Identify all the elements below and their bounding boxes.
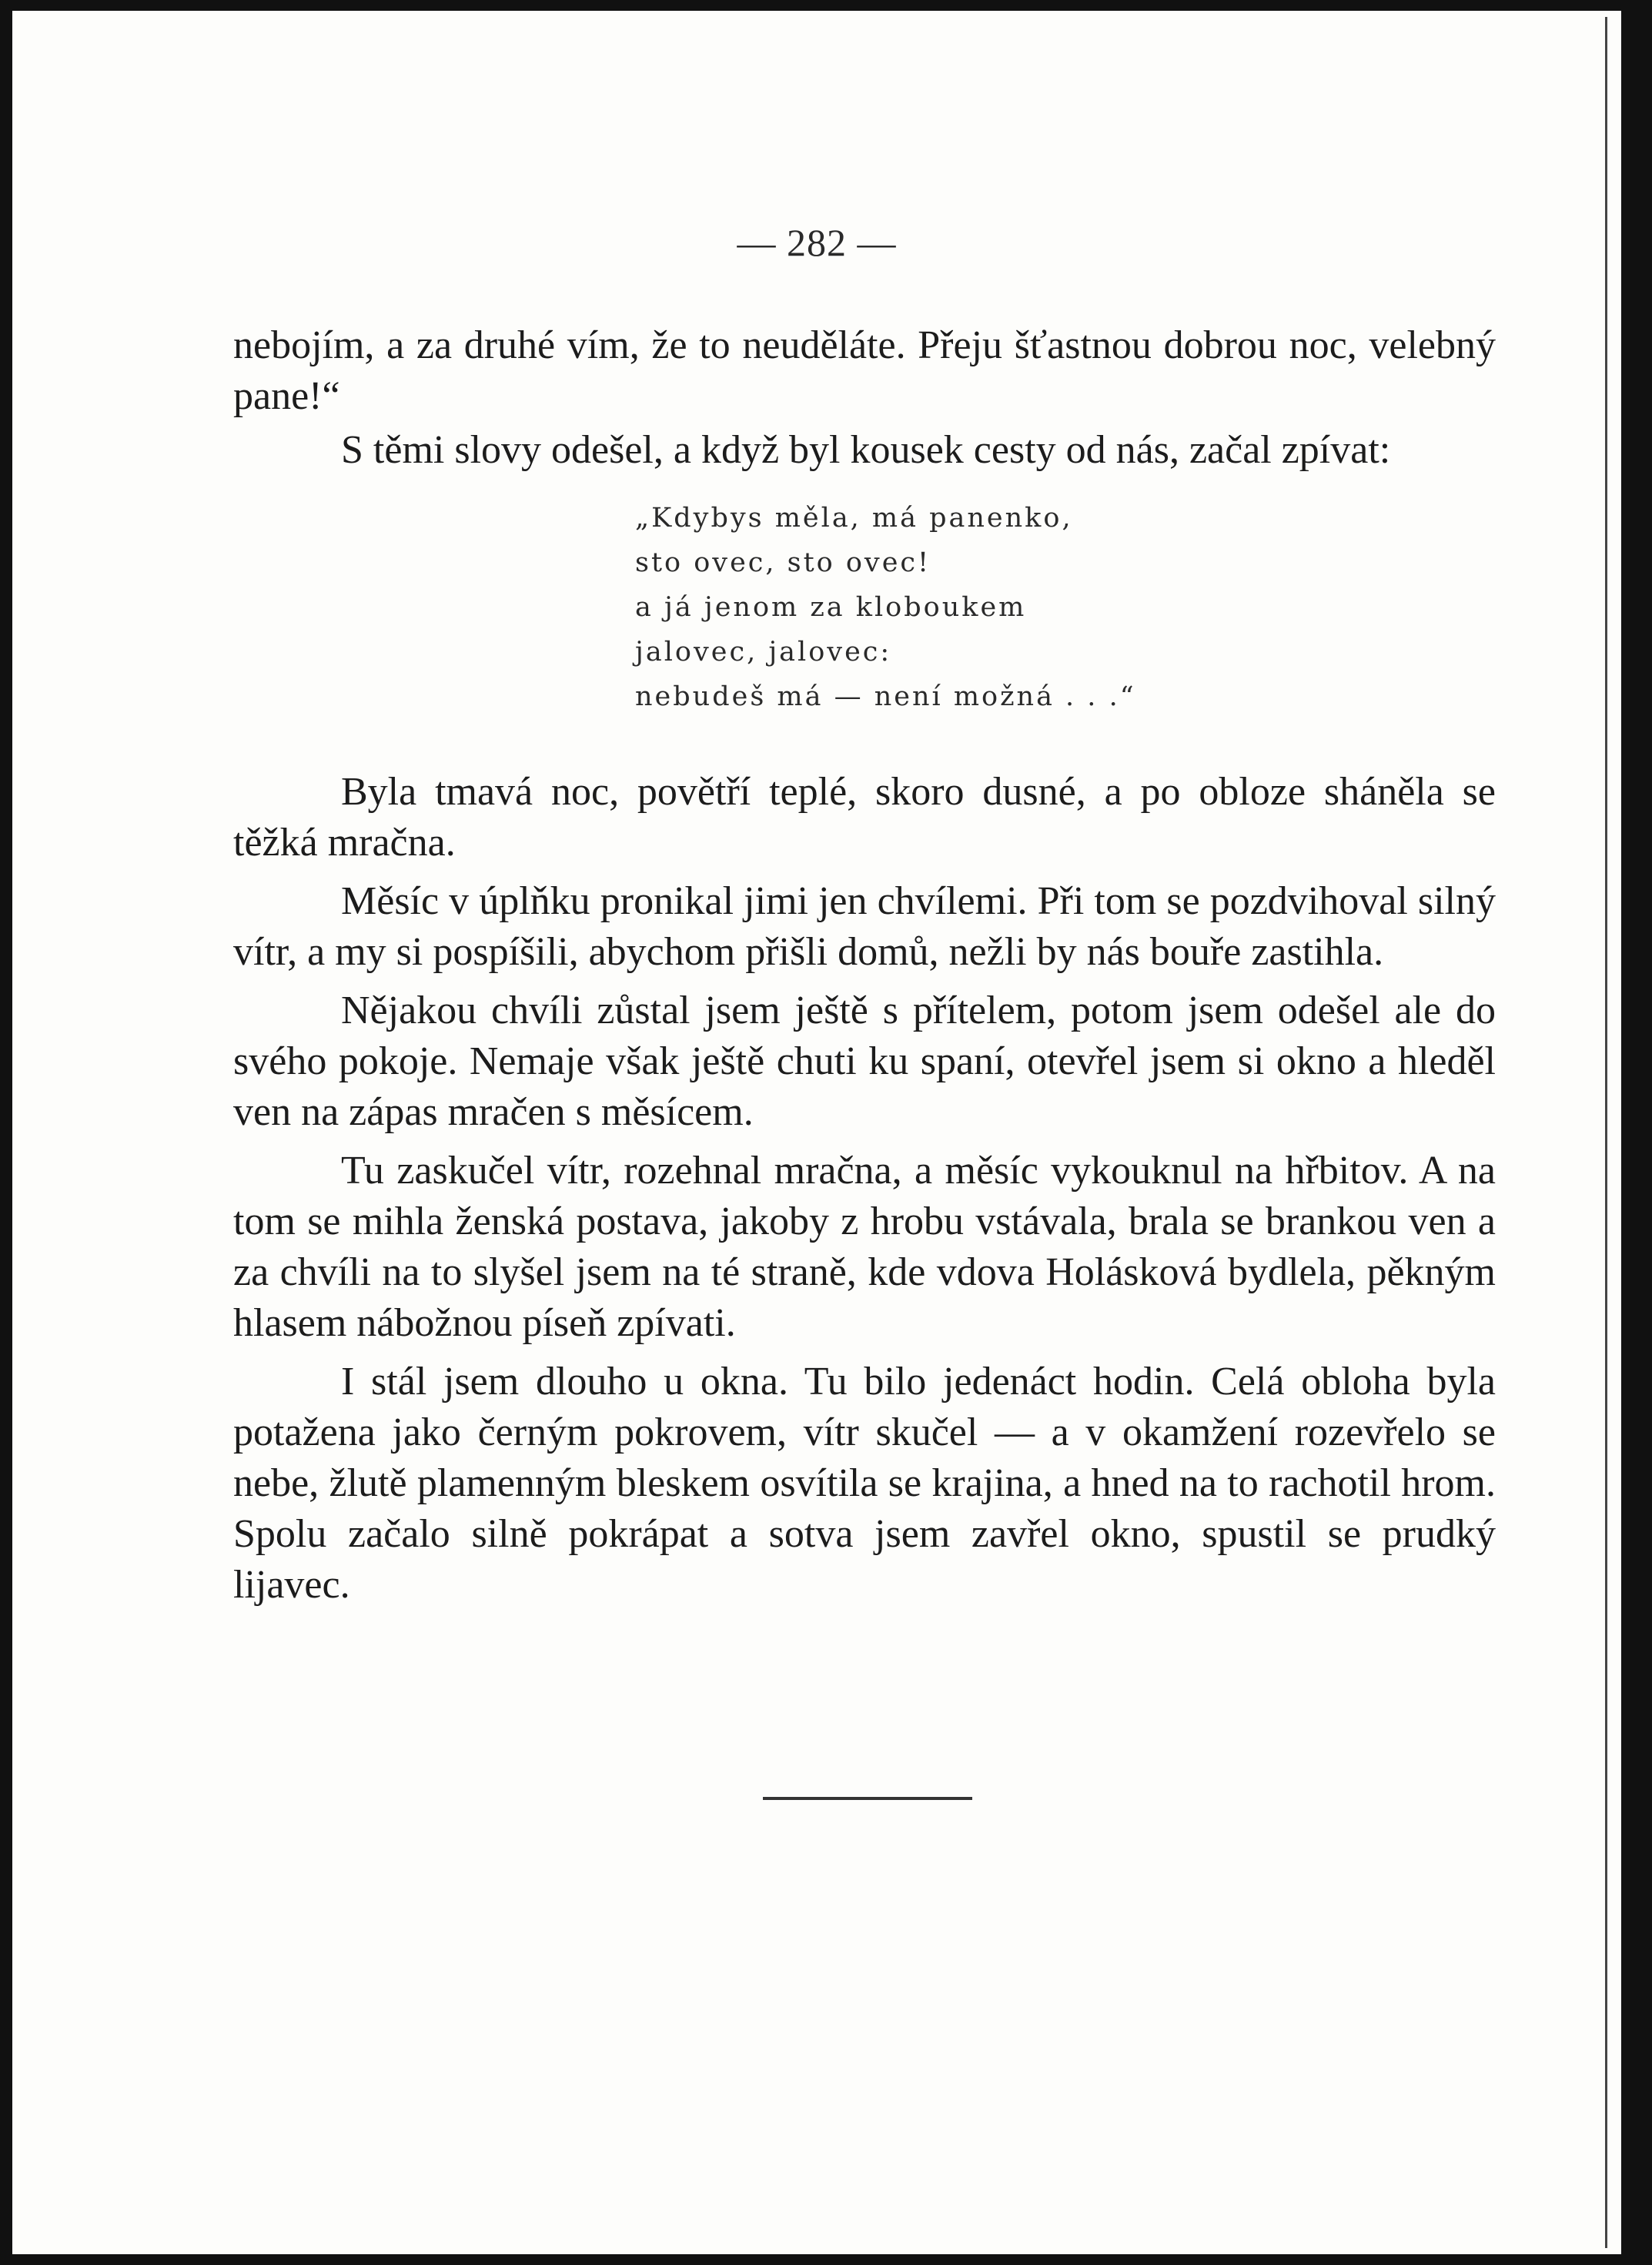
body-text [233,320,1496,1618]
paragraph: Nějakou chvíli zůstal jsem ještě s přítelem, potom jsem odešel ale do svého pokoje. Nemaje však ještě chuti ku spaní, otevřel jsem si okno a hleděl ven na zápas mračen s měsícem. [233,989,1496,1134]
verse-line: a já jenom za kloboukem [635,592,1027,623]
paragraph: Tu zaskučel vítr, rozehnal mračna, a měsíc vykouknul na hřbitov. A na tom se mihla ženská postava, jakoby z hrobu vstávala, brala se brankou ven a za chvíli na to slyšel jsem na té straně, kde vdova Holásková bydlela, pěkným hlasem nábožnou píseň zpívati. [233,1149,1496,1345]
paragraph-song-intro: S těmi slovy odešel, a když byl kousek cesty od nás, začal zpívat: [341,428,1391,472]
verse-line: sto ovec, sto ovec! [635,547,931,578]
paragraph: Měsíc v úplňku pronikal jimi jen chvílemi. Při tom se pozdvihoval silný vítr, a my si pospíšili, abychom přišli domů, nežli by nás bouře zastihla. [233,879,1496,974]
verse-line: jalovec, jalovec: [635,637,892,667]
chapter-end-rule [763,1797,972,1800]
paragraph-continuation: nebojím, a za druhé vím, že to neuděláte. Přeju šťastnou dobrou noc, velebný pane!“ [233,323,1496,418]
page-number: — 282 — [737,221,897,264]
page-edge-rule [1605,17,1607,2248]
verse-line: nebudeš má — není možná . . .“ [635,681,1136,712]
paragraph: Byla tmavá noc, povětří teplé, skoro dusné, a po obloze sháněla se těžká mračna. [233,770,1496,865]
song-verse [635,496,1496,719]
paragraph: I stál jsem dlouho u okna. Tu bilo jedenáct hodin. Celá obloha byla potažena jako černým pokrovem, vítr skučel — a v okamžení rozevřelo se nebe, žlutě plamenným bleskem osvítila se krajina, a hned na to rachotil hrom. Spolu začalo silně pokrápat a sotva jsem zavřel okno, spustil se prudký lijavec. [233,1360,1496,1607]
verse-line: „Kdybys měla, má panenko, [635,503,1073,534]
